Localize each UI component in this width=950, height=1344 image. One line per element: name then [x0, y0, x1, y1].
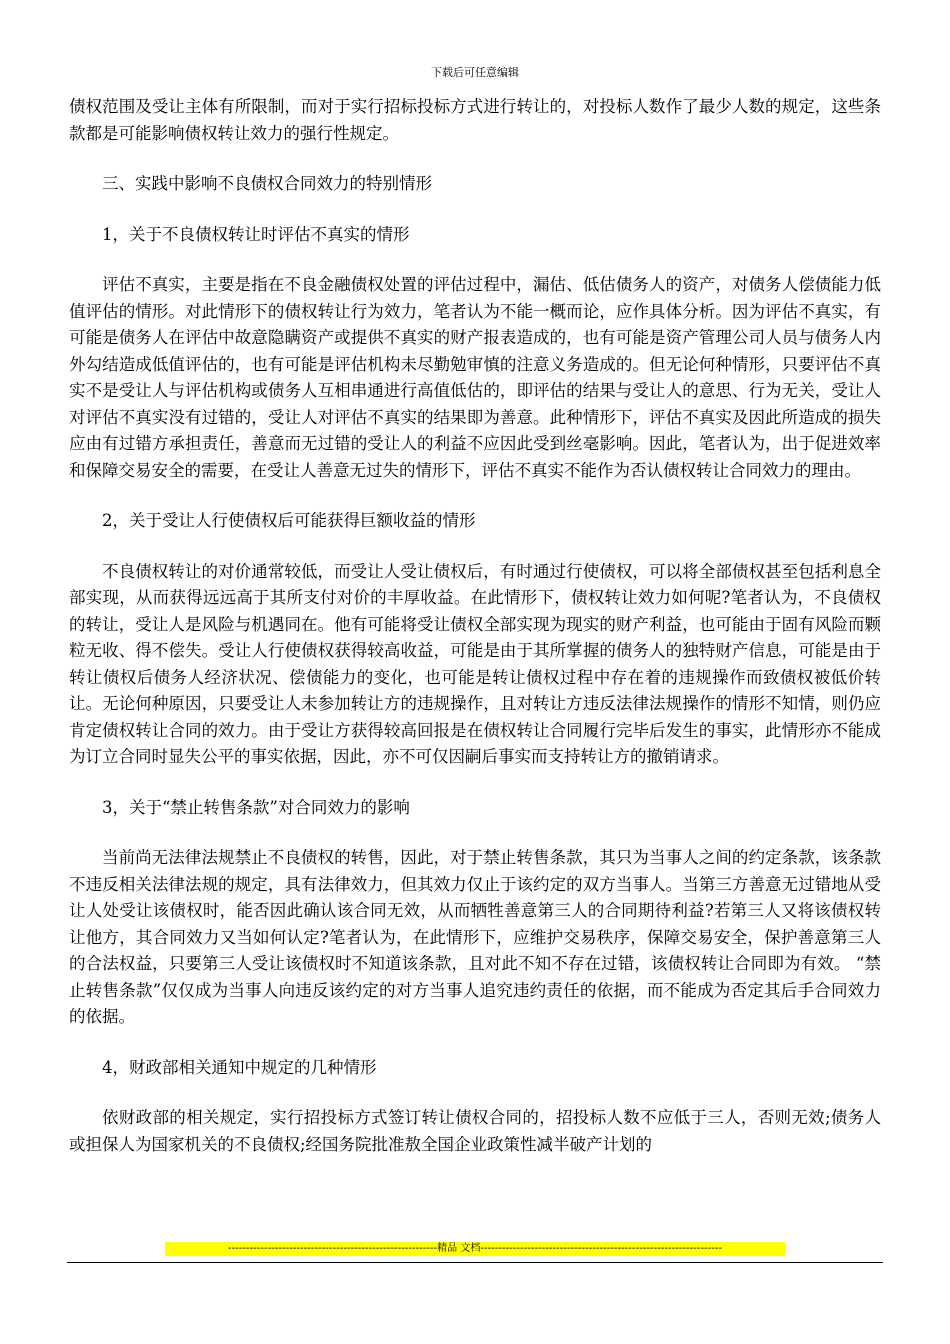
subheading-2: 2，关于受让人行使债权后可能获得巨额收益的情形: [102, 511, 476, 530]
paragraph-continuation: 债权范围及受让主体有所限制，而对于实行招标投标方式进行转让的，对投标人数作了最少人数的规定，这些条款都是可能影响债权转让效力的强行性规定。: [69, 97, 881, 143]
paragraph-ministry-rules: 依财政部的相关规定，实行招投标方式签订转让债权合同的，招投标人数不应低于三人，否则无效;债务人或担保人为国家机关的不良债权;经国务院批准敖全国企业政策性减半破产计划的: [69, 1108, 881, 1154]
footer-divider: [67, 1262, 883, 1263]
subheading-1: 1，关于不良债权转让时评估不真实的情形: [102, 224, 410, 244]
spacer: [69, 147, 881, 171]
spacer: [69, 484, 881, 508]
spacer: [69, 821, 881, 845]
footer-banner: ----------------------------------------------------------精品 文档-------------------------------------------------------------------: [165, 1242, 785, 1256]
spacer: [69, 1031, 881, 1055]
document-body: [69, 94, 881, 1158]
paragraph-valuation: 评估不真实，主要是指在不良金融债权处置的评估过程中，漏估、低估债务人的资产，对债务人偿债能力低值评估的情形。对此情形下的债权转让行为效力，笔者认为不能一概而论，应作具体分析。因为评估不真实，有可能是债务人在评估中故意隐瞒资产或提供不真实的财产报表造成的，也有可能是资产管理公司人员与债务人内外勾结造成低值评估的，也有可能是评估机构未尽勤勉审慎的注意义务造成的。但无论何种情形，只要评估不真实不是受让人与评估机构或债务人互相串通进行高值低估的，即评估的结果与受让人的意思、行为无关，受让人对评估不真实没有过错的，受让人对评估不真实的结果即为善意。此种情形下，评估不真实及因此所造成的损失应由有过错方承担责任，善意而无过错的受让人的利益不应因此受到丝毫影响。因此，笔者认为，出于促进效率和保障交易安全的需要，在受让人善意无过失的情形下，评估不真实不能作为否认债权转让合同效力的理由。: [69, 275, 881, 480]
spacer: [69, 771, 881, 795]
spacer: [69, 535, 881, 559]
paragraph-resale-clause: 当前尚无法律法规禁止不良债权的转售，因此，对于禁止转售条款，其只为当事人之间的约定条款，该条款不违反相关法律法规的规定，具有法律效力，但其效力仅止于该约定的双方当事人。当第三方善意无过错地从受让人处受让该债权时，能否因此确认该合同无效，从而牺牲善意第三人的合同期待利益?若第三人又将该债权转让他方，其合同效力又当如何认定?笔者认为，在此情形下，应维护交易秩序，保障交易安全，保护善意第三人的合法权益，只要第三人受让该债权时不知道该条款，且对此不知不存在过错，该债权转让合同即为有效。 “禁止转售条款”仅仅成为当事人向违反该约定的对方当事人追究违约责任的依据，而不能成为否定其后手合同效力的依据。: [69, 848, 881, 1026]
paragraph-high-returns: 不良债权转让的对价通常较低，而受让人受让债权后，有时通过行使债权，可以将全部债权甚至包括利息全部实现，从而获得远远高于其所支付对价的丰厚收益。在此情形下，债权转让效力如何呢?笔者认为，不良债权的转让，受让人是风险与机遇同在。他有可能将受让债权全部实现为现实的财产利益，也可能由于固有风险而颗粒无收、得不偿失。受让人行使债权获得较高收益，可能是由于其所掌握的债务人的独特财产信息，可能是由于转让债权后债务人经济状况、偿债能力的变化，也可能是转让债权过程中存在着的违规操作而致债权被低价转让。无论何种原因，只要受让人未参加转让方的违规操作，且对转让方违反法律法规操作的情形不知情，则仍应肯定债权转让合同的效力。由于受让方获得较高回报是在债权转让合同履行完毕后发生的事实，此情形亦不能成为订立合同时显失公平的事实依据，因此，亦不可仅因嗣后事实而支持转让方的撤销请求。: [69, 561, 881, 766]
spacer: [69, 248, 881, 272]
subheading-3: 3，关于“禁止转售条款”对合同效力的影响: [102, 797, 410, 817]
subheading-4: 4，财政部相关通知中规定的几种情形: [102, 1057, 377, 1077]
header-note: 下载后可任意编辑: [431, 66, 519, 79]
section-heading-3: 三、实践中影响不良债权合同效力的特别情形: [102, 174, 432, 193]
spacer: [69, 1081, 881, 1105]
spacer: [69, 198, 881, 222]
